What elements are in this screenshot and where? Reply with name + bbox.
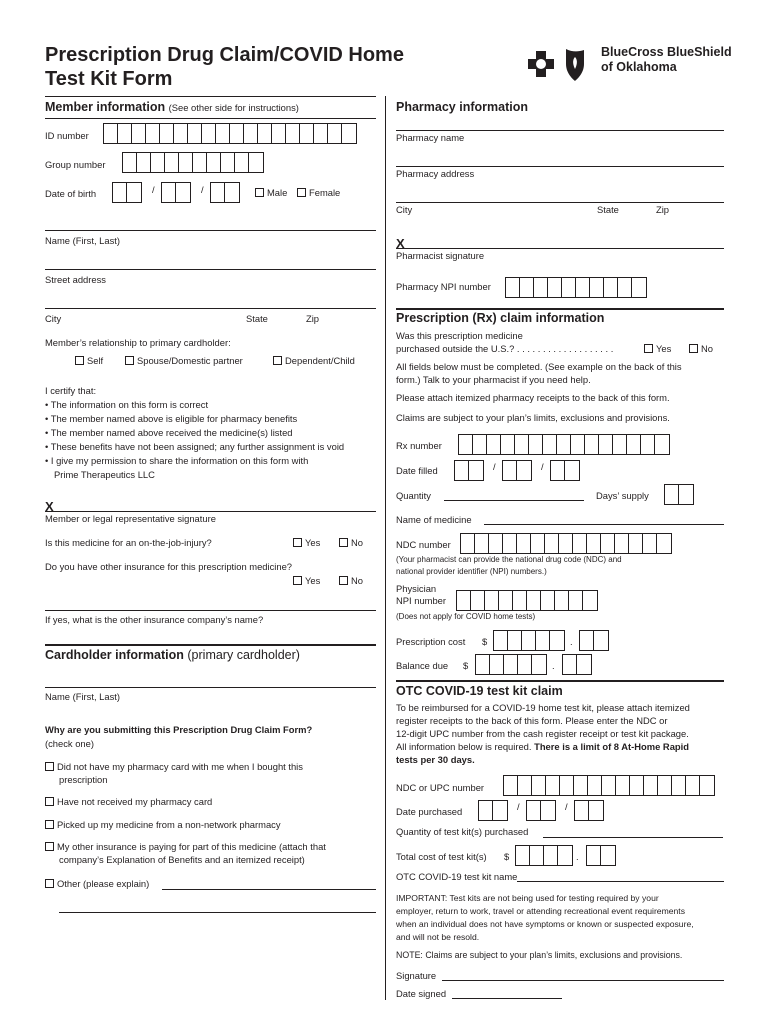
otc-instruction-line: All information below is required. There is a limit of 8 At-Home Rapid [396, 741, 689, 752]
outside-us-yes-option[interactable]: Yes [644, 344, 671, 355]
rel-spouse-option[interactable]: Spouse/Domestic partner [125, 356, 243, 367]
header-rule-left [45, 96, 376, 97]
date-filled-year-input[interactable] [550, 460, 580, 481]
bcbs-logo [524, 45, 594, 90]
date-purchased-day-input[interactable] [526, 800, 556, 821]
ndc-note-line2: national provider identifier (NPI) numbers.) [396, 567, 547, 576]
otc-top-rule [396, 680, 724, 682]
dob-label: Date of birth [45, 188, 97, 199]
pharmacy-address-line[interactable] [396, 166, 724, 167]
pharmacy-info-heading: Pharmacy information [396, 100, 528, 114]
date-signed-line[interactable] [452, 998, 562, 999]
other-ins-yes-option[interactable]: Yes [293, 576, 320, 587]
fields-note: All fields below must be completed. (See example on the back of this [396, 361, 682, 372]
group-number-label: Group number [45, 159, 106, 170]
date-slash: / [565, 801, 568, 812]
reason-text-continued: company’s Explanation of Benefits and an itemized receipt) [59, 854, 305, 865]
important-line: and will not be resold. [396, 932, 480, 942]
member-name-label: Name (First, Last) [45, 235, 121, 246]
date-filled-label: Date filled [396, 465, 438, 476]
days-supply-input[interactable] [664, 484, 694, 505]
zip-label: Zip [306, 313, 320, 324]
reason-option-no-card[interactable]: Did not have my pharmacy card with me when I bought this [45, 762, 303, 773]
why-question: Why are you submitting this Prescription Drug Claim Form? [45, 724, 313, 735]
certify-item: • These benefits have not been assigned; any further assignment is void [45, 441, 345, 452]
otj-yes-option[interactable]: Yes [293, 538, 320, 549]
attach-receipts-note: Please attach itemized pharmacy receipts to the back of this form. [396, 392, 670, 403]
column-divider [385, 96, 386, 1000]
important-line: IMPORTANT: Test kits are not being used for testing required by your [396, 893, 659, 903]
test-kit-name-label: OTC COVID-19 test kit name [396, 871, 518, 882]
pharmacy-zip-label: Zip [656, 204, 670, 215]
city-label: City [45, 313, 62, 324]
outside-us-question: Was this prescription medicine [396, 330, 523, 341]
balance-due-label: Balance due [396, 660, 449, 671]
street-label: Street address [45, 274, 106, 285]
street-line[interactable] [45, 269, 376, 270]
otc-instruction-line: 12-digit UPC number from the cash register receipt or test kit package. [396, 728, 689, 739]
otc-signature-label: Signature [396, 970, 437, 981]
reason-option-not-received[interactable]: Have not received my pharmacy card [45, 797, 212, 808]
covid-not-apply-note: (Does not apply for COVID home tests) [396, 612, 536, 621]
name-line[interactable] [45, 230, 376, 231]
decimal-point: . [576, 851, 579, 862]
prescription-cost-cents-input[interactable] [579, 630, 609, 651]
cardholder-top-rule [45, 644, 376, 646]
otc-instructions [396, 701, 690, 766]
date-slash: / [517, 801, 520, 812]
quantity-line[interactable] [444, 500, 584, 501]
date-filled-month-input[interactable] [454, 460, 484, 481]
limits-note: Claims are subject to your plan’s limits, exclusions and provisions. [396, 412, 670, 423]
medicine-name-line[interactable] [484, 524, 724, 525]
fields-note-line2: form.) Talk to your pharmacist if you need help. [396, 374, 591, 385]
reason-option-other[interactable]: Other (please explain) [45, 879, 149, 890]
member-info-heading: Member information (See other side for instructions) [45, 100, 299, 114]
brand-region: of Oklahoma [601, 60, 677, 74]
date-purchased-month-input[interactable] [478, 800, 508, 821]
female-option[interactable]: Female [297, 188, 340, 199]
medicine-name-label: Name of medicine [396, 514, 472, 525]
rel-self-option[interactable]: Self [75, 356, 103, 367]
certify-item: • The information on this form is correct [45, 399, 209, 410]
reason-option-other-insurance[interactable]: My other insurance is paying for part of this medicine (attach that [45, 842, 326, 853]
signature-x-mark: X [45, 499, 54, 514]
other-explain-line[interactable] [162, 889, 376, 890]
outside-us-no-option[interactable]: No [689, 344, 713, 355]
dollar-sign: $ [504, 851, 510, 862]
otc-instruction-line: To be reimbursed for a COVID-19 home test kit, please attach itemized [396, 702, 690, 713]
otj-no-option[interactable]: No [339, 538, 363, 549]
otc-instruction-line: register receipts to the back of this form. Please enter the NDC or [396, 715, 668, 726]
title-line-2: Test Kit Form [45, 68, 173, 90]
pharmacy-city-line[interactable] [396, 202, 724, 203]
prescription-cost-label: Prescription cost [396, 636, 466, 647]
dollar-sign: $ [463, 660, 469, 671]
otc-heading: OTC COVID-19 test kit claim [396, 684, 563, 698]
certify-item: Prime Therapeutics LLC [54, 469, 155, 480]
cardholder-heading: Cardholder information (primary cardholder) [45, 648, 300, 662]
rel-dependent-option[interactable]: Dependent/Child [273, 356, 355, 367]
reason-text-continued: prescription [59, 774, 108, 785]
cardholder-name-line[interactable] [45, 687, 376, 688]
quantity-label: Quantity [396, 490, 431, 501]
ndc-upc-input[interactable] [503, 775, 715, 796]
ndc-upc-label: NDC or UPC number [396, 782, 485, 793]
pharmacy-name-label: Pharmacy name [396, 132, 465, 143]
decimal-point: . [570, 636, 573, 647]
member-heading-rule [45, 118, 376, 119]
test-kit-total-cost-label: Total cost of test kit(s) [396, 851, 487, 862]
pharmacist-signature-label: Pharmacist signature [396, 250, 485, 261]
date-slash: / [493, 461, 496, 472]
relationship-label: Member’s relationship to primary cardholder: [45, 337, 231, 348]
rx-top-rule [396, 308, 724, 310]
certification-list [45, 384, 344, 482]
physician-npi-label: Physician [396, 583, 437, 594]
total-cost-dollars-input[interactable] [515, 845, 573, 866]
male-option[interactable]: Male [255, 188, 287, 199]
city-line[interactable] [45, 308, 376, 309]
dollar-sign: $ [482, 636, 488, 647]
member-signature-line[interactable] [45, 511, 376, 512]
pharmacy-npi-label: Pharmacy NPI number [396, 281, 491, 292]
date-signed-label: Date signed [396, 988, 447, 999]
state-label: State [246, 313, 268, 324]
prescription-cost-dollars-input[interactable] [493, 630, 565, 651]
rx-number-label: Rx number [396, 440, 442, 451]
id-number-input[interactable] [103, 123, 357, 144]
ndc-note: (Your pharmacist can provide the national drug code (NDC) and [396, 555, 622, 564]
certify-item: • The member named above is eligible for pharmacy benefits [45, 413, 298, 424]
other-insurance-name-label: If yes, what is the other insurance company’s name? [45, 614, 264, 625]
cross-shield-icon [524, 45, 594, 85]
other-insurance-question: Do you have other insurance for this prescription medicine? [45, 561, 293, 572]
certify-intro: I certify that: [45, 385, 97, 396]
dob-slash: / [201, 184, 204, 195]
dob-month-input[interactable] [112, 182, 142, 203]
page-title [45, 43, 404, 91]
important-line: employer, return to work, travel or attending recreational event requirements [396, 906, 685, 916]
test-kit-quantity-line[interactable] [543, 837, 723, 838]
physician-npi-input[interactable] [456, 590, 598, 611]
other-insurance-line[interactable] [45, 610, 376, 611]
date-purchased-label: Date purchased [396, 806, 463, 817]
member-signature-label: Member or legal representative signature [45, 513, 216, 524]
certify-item: • The member named above received the medicine(s) listed [45, 427, 293, 438]
otc-limit-note: tests per 30 days. [396, 754, 475, 765]
reason-option-non-network[interactable]: Picked up my medicine from a non-network pharmacy [45, 820, 281, 831]
pharmacy-name-line[interactable] [396, 130, 724, 131]
check-one-note: (check one) [45, 738, 94, 749]
pharmacist-signature-x-mark: X [396, 236, 405, 251]
test-kit-name-line[interactable] [517, 881, 724, 882]
pharmacy-city-label: City [396, 204, 413, 215]
test-kit-quantity-label: Quantity of test kit(s) purchased [396, 826, 529, 837]
id-number-label: ID number [45, 130, 89, 141]
dob-day-input[interactable] [161, 182, 191, 203]
balance-due-dollars-input[interactable] [475, 654, 547, 675]
total-cost-cents-input[interactable] [586, 845, 616, 866]
pharmacy-npi-input[interactable] [505, 277, 647, 298]
physician-npi-label-line2: NPI number [396, 595, 447, 606]
certify-item: • I give my permission to share the information on this form with [45, 455, 309, 466]
outside-us-question-line2: purchased outside the U.S.? . . . . . . . . . . . . . . . . . . . [396, 343, 614, 354]
rx-claim-heading: Prescription (Rx) claim information [396, 311, 605, 325]
date-purchased-year-input[interactable] [574, 800, 604, 821]
other-ins-no-option[interactable]: No [339, 576, 363, 587]
pharmacist-signature-line[interactable] [396, 248, 724, 249]
decimal-point: . [552, 660, 555, 671]
days-supply-label: Days’ supply [596, 490, 649, 501]
otc-signature-line[interactable] [442, 980, 724, 981]
pharmacy-state-label: State [597, 204, 619, 215]
brand-name: BlueCross BlueShield [601, 45, 732, 59]
group-number-input[interactable] [122, 152, 264, 173]
otc-limits-note: NOTE: Claims are subject to your plan’s limits, exclusions and provisions. [396, 950, 683, 960]
cardholder-name-label: Name (First, Last) [45, 691, 121, 702]
title-line-1: Prescription Drug Claim/COVID Home [45, 44, 404, 66]
dob-year-input[interactable] [210, 182, 240, 203]
balance-due-cents-input[interactable] [562, 654, 592, 675]
other-explain-line-2[interactable] [59, 912, 376, 913]
pharmacy-address-label: Pharmacy address [396, 168, 475, 179]
date-slash: / [541, 461, 544, 472]
dob-slash: / [152, 184, 155, 195]
ndc-number-label: NDC number [396, 539, 451, 550]
important-line: when an individual does not have symptoms or known or suspected exposure, [396, 919, 694, 929]
otc-important-note [396, 892, 694, 944]
ndc-number-input[interactable] [460, 533, 672, 554]
date-filled-day-input[interactable] [502, 460, 532, 481]
rx-number-input[interactable] [458, 434, 670, 455]
otj-question: Is this medicine for an on-the-job-injury? [45, 537, 212, 548]
